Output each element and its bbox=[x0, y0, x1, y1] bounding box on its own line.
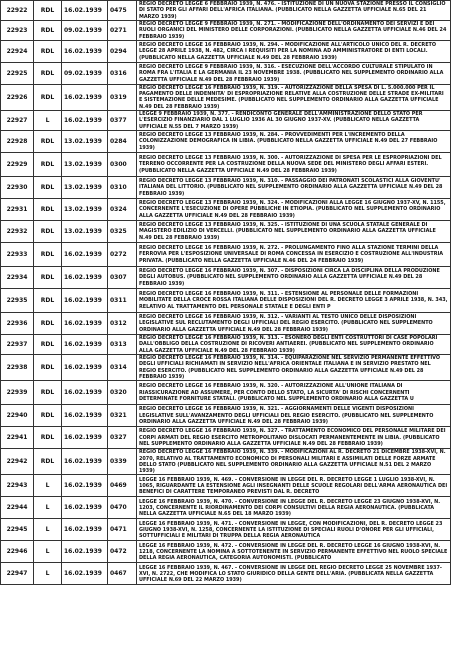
record-text: REGIO DECRETO LEGGE 16 FEBBRAIO 1939, N. 327. - TRATTAMENTO ECONOMICO DEL PERSONALE MILITARE DEI CORPI ARMATI DEL REGIO ESERCITO METROPOLITANO DISLOCATI PERMANENTEMENTE IN LIBIA. (PUBBLICATO NEL SUPPLEMENTO ORDINARIO ALLA GAZZETTA UFFICIALE N.49 DEL 28 FEBBRAIO 1939) bbox=[137, 427, 451, 449]
record-date: 13.02.1939 bbox=[62, 221, 108, 243]
record-id: 22931 bbox=[1, 199, 34, 221]
table-row bbox=[1, 497, 451, 519]
record-date: 16.02.1939 bbox=[62, 541, 108, 563]
record-number: 0294 bbox=[108, 40, 137, 62]
table-row bbox=[1, 243, 451, 267]
record-type: RDL bbox=[34, 289, 62, 313]
table-body bbox=[1, 1, 451, 585]
record-type: RDL bbox=[34, 381, 62, 405]
record-number: 0321 bbox=[108, 405, 137, 427]
record-id: 22936 bbox=[1, 313, 34, 335]
record-date: 16.02.1939 bbox=[62, 267, 108, 289]
record-id: 22933 bbox=[1, 243, 34, 267]
record-number: 0312 bbox=[108, 313, 137, 335]
record-text: REGIO DECRETO LEGGE 16 FEBBRAIO 1939, N. 311. - ESTENSIONE AL PERSONALE DELLE FORMAZIONI MOBILITATE DELLA CROCE ROSSA ITALIANA DELLE DISPOSIZIONI DEL R. DECRETO LEGGE 3 APRILE 1938, N. 343, RELATIVO AL TRATTAMENTO DEL PERSONALE STATALE E DEGLI ENTI P bbox=[137, 289, 451, 313]
record-date: 16.02.1939 bbox=[62, 313, 108, 335]
table-row bbox=[1, 267, 451, 289]
record-id: 22945 bbox=[1, 519, 34, 541]
record-type: RDL bbox=[34, 40, 62, 62]
record-type: RDL bbox=[34, 313, 62, 335]
record-text: REGIO DECRETO LEGGE 16 FEBBRAIO 1939, N. 294. - MODIFICAZIONE ALL'ARTICOLO UNICO DEL R. DECRETO LEGGE 28 APRILE 1938, N. 482, CIRCA I REQUISITI PER LA NOMINA AD AMMINISTRATORE DI ENTI LOCALI. (PUBBLICATO NELLA GAZZETTA UFFICIALE N.49 DEL 28 FEBBRAIO 1939) bbox=[137, 40, 451, 62]
record-type: RDL bbox=[34, 131, 62, 153]
table-row bbox=[1, 541, 451, 563]
record-date: 16.02.1939 bbox=[62, 1, 108, 21]
record-id: 22935 bbox=[1, 289, 34, 313]
record-id: 22932 bbox=[1, 221, 34, 243]
record-text: REGIO DECRETO LEGGE 16 FEBBRAIO 1939, N. 272. - PROLUNGAMENTO FINO ALLA STAZIONE TERMINI DELLA FERROVIA PER L'ESPOSIZIONE UNIVERSALE DI ROMA CONCESSA IN ESERCIZIO E COSTRUZIONE ALL'INDUSTRIA PRIVATA. (PUBBLICATO NELLA GAZZETTA UFFICIALE N.46 DEL 24 FEBBRAIO 1939) bbox=[137, 243, 451, 267]
record-number: 0313 bbox=[108, 335, 137, 355]
record-number: 0271 bbox=[108, 20, 137, 40]
record-date: 16.02.1939 bbox=[62, 84, 108, 110]
table-row bbox=[1, 221, 451, 243]
record-text: REGIO DECRETO LEGGE 13 FEBBRAIO 1939, N. 325. - ISTITUZIONE DI UNA SCUOLA STATALE GENERALE DI MAGISTERO EDILIZIO DI VERCELLI. (PUBBLICATO NEL SUPPLEMENTO ORDINARIO ALLA GAZZETTA UFFICIALE N.49 DEL 28 FEBBRAIO 1939) bbox=[137, 221, 451, 243]
record-type: L bbox=[34, 563, 62, 585]
record-type: L bbox=[34, 519, 62, 541]
record-date: 16.02.1939 bbox=[62, 111, 108, 131]
record-type: L bbox=[34, 541, 62, 563]
record-number: 0319 bbox=[108, 84, 137, 110]
record-number: 0471 bbox=[108, 519, 137, 541]
record-text: LEGGE 16 FEBBRAIO 1939, N. 470. - CONVERSIONE IN LEGGE DEL R. DECRETO LEGGE 23 GIUGNO 1938-XVI, N. 1203, CONCERNENTE IL RIORDINAMENTO DEI CORPI CONSULTIVI DELLA REGIA AERONAUTICA. (PUBBLICATA NELLA GAZZETTA UFFICIALE N.65 DEL 18 MARZO 1939) bbox=[137, 497, 451, 519]
record-text: LEGGE 16 FEBBRAIO 1939, N. 471. - CONVERSIONE IN LEGGE, CON MODIFICAZIONI, DEL R. DECRETO LEGGE 23 GIUGNO 1938-XVI, N. 1258, CONCERNENTE LA ISTITUZIONE DI SPECIALI RUOLI D'ONORE PER GLI UFFICIALI, SOTTUFFICIALI E MILITARI DI TRUPPA DELLA REGIA AERONAUTICA bbox=[137, 519, 451, 541]
record-id: 22947 bbox=[1, 563, 34, 585]
record-type: RDL bbox=[34, 20, 62, 40]
table-row bbox=[1, 199, 451, 221]
table-row bbox=[1, 131, 451, 153]
record-type: RDL bbox=[34, 177, 62, 199]
record-text: REGIO DECRETO LEGGE 16 FEBBRAIO 1939, N. 339. - MODIFICAZIONI AL R. DECRETO 21 DICEMBRE 1938-XVI, N. 2070, RELATIVO AL TRATTAMENTO ECONOMICO DI PERSONALI MILITARI E ASSIMILATI DELLE FORZE ARMATE DELLO STATO (PUBBLICATO NEL SUPPLEMENTO ORDINARIO ALLA GAZZETTA UFFICIALE N.51 DEL 2 MARZO 1939) bbox=[137, 449, 451, 475]
record-number: 0314 bbox=[108, 355, 137, 381]
record-id: 22940 bbox=[1, 405, 34, 427]
table-row bbox=[1, 427, 451, 449]
record-type: RDL bbox=[34, 153, 62, 177]
record-number: 0325 bbox=[108, 221, 137, 243]
record-number: 0300 bbox=[108, 153, 137, 177]
record-text: REGIO DECRETO LEGGE 6 FEBBRAIO 1939, N. 476. - ISTITUZIONE DI UN NUOVA STAZIONE PRESSO IL CONSIGLIO DI STATO PER GLI AFFARI DELL'AFRICA ITALIANA. (PUBBLICATO NELLA GAZZETTA UFFICIALE N.65 DEL 21 MARZO 1939) bbox=[137, 1, 451, 21]
table-row bbox=[1, 381, 451, 405]
record-text: LEGGE 16 FEBBRAIO 1939, N. 467. - CONVERSIONE IN LEGGE DEL REGIO DECRETO LEGGE 25 NOVEMBRE 1937-XVI, N. 2722, CHE MODIFICA LO STATO GIURIDICO DELLA GENTE DELL'ARIA. (PUBBLICATA NELLA GAZZETTA UFFICIALE N.69 DEL 22 MARZO 1939) bbox=[137, 563, 451, 585]
record-number: 0327 bbox=[108, 427, 137, 449]
record-id: 22923 bbox=[1, 20, 34, 40]
record-number: 0311 bbox=[108, 289, 137, 313]
record-id: 22943 bbox=[1, 475, 34, 497]
record-number: 0475 bbox=[108, 1, 137, 21]
table-row bbox=[1, 405, 451, 427]
table-row bbox=[1, 289, 451, 313]
record-date: 16.02.1939 bbox=[62, 243, 108, 267]
table-row bbox=[1, 177, 451, 199]
record-number: 0320 bbox=[108, 381, 137, 405]
record-number: 0272 bbox=[108, 243, 137, 267]
record-number: 0316 bbox=[108, 62, 137, 84]
record-id: 22930 bbox=[1, 177, 34, 199]
record-text: REGIO DECRETO LEGGE 16 FEBBRAIO 1939, N. 321. - AGGIORNAMENTI DELLE VIGENTI DISPOSIZIONI LEGISLATIVE SULL'AVANZAMENTO DEGLI UFFICIALI DEL REGIO ESERCITO. (PUBBLICATO NEL SUPPLEMENTO ORDINARIO ALLA GAZZETTA UFFICIALE N.49 DEL 28 FEBBRAIO 1939) bbox=[137, 405, 451, 427]
record-date: 16.02.1939 bbox=[62, 449, 108, 475]
record-date: 16.02.1939 bbox=[62, 563, 108, 585]
record-id: 22944 bbox=[1, 497, 34, 519]
record-date: 13.02.1939 bbox=[62, 199, 108, 221]
record-date: 13.02.1939 bbox=[62, 177, 108, 199]
record-number: 0324 bbox=[108, 199, 137, 221]
record-type: RDL bbox=[34, 427, 62, 449]
table-row bbox=[1, 355, 451, 381]
table-row bbox=[1, 563, 451, 585]
record-date: 13.02.1939 bbox=[62, 131, 108, 153]
record-number: 0310 bbox=[108, 177, 137, 199]
record-id: 22922 bbox=[1, 1, 34, 21]
table-row bbox=[1, 313, 451, 335]
record-id: 22934 bbox=[1, 267, 34, 289]
record-date: 16.02.1939 bbox=[62, 475, 108, 497]
record-text: REGIO DECRETO LEGGE 13 FEBBRAIO 1939, N. 324. - MODIFICAZIONI ALLA LEGGE 16 GIUGNO 1937-XV, N. 1155, CONCERNENTE L'ESECUZIONE DI OPERE PUBBLICHE IN ETIOPIA. (PUBBLICATO NEL SUPPLEMENTO ORDINARIO ALLA GAZZETTA UFFICIALE N.49 DEL 28 FEBBRAIO 1939) bbox=[137, 199, 451, 221]
record-type: RDL bbox=[34, 84, 62, 110]
record-number: 0472 bbox=[108, 541, 137, 563]
record-date: 16.02.1939 bbox=[62, 355, 108, 381]
record-number: 0470 bbox=[108, 497, 137, 519]
record-date: 16.02.1939 bbox=[62, 381, 108, 405]
record-number: 0377 bbox=[108, 111, 137, 131]
table-row bbox=[1, 84, 451, 110]
record-id: 22941 bbox=[1, 427, 34, 449]
record-type: RDL bbox=[34, 267, 62, 289]
record-text: REGIO DECRETO LEGGE 13 FEBBRAIO 1939, N. 310. - PASSAGGIO DEI PATRONATI SCOLASTICI ALLA GIOVENTU' ITALIANA DEL LITTORIO. (PUBBLICATO NEL SUPPLEMENTO ORDINARIO ALLA GAZZETTA UFFICIALE N.49 DEL 28 FEBBRAIO 1939) bbox=[137, 177, 451, 199]
record-type: RDL bbox=[34, 449, 62, 475]
record-id: 22942 bbox=[1, 449, 34, 475]
record-id: 22946 bbox=[1, 541, 34, 563]
record-text: REGIO DECRETO LEGGE 16 FEBBRAIO 1939, N. 319. - AUTORIZZAZIONE DELLA SPESA DI L. 5.000.000 PER IL PAGAMENTO DELLE INDENNITA' DI ESPROPRIAZIONE RELATIVE ALLA COSTRUZIONE DELLE STRADE EX-MILITARI E SISTEMAZIONE DELLE MEDESIME. (PUBBLICATO NEL SUPPLEMENTO ORDINARIO ALLA GAZZETTA UFFICIALE N.49 DEL 28 FEBBRAIO 1939) bbox=[137, 84, 451, 110]
record-date: 16.02.1939 bbox=[62, 40, 108, 62]
record-type: RDL bbox=[34, 1, 62, 21]
record-text: REGIO DECRETO LEGGE 13 FEBBRAIO 1939, N. 300. - AUTORIZZAZIONE DI SPESA PER LE ESPROPRIAZIONI DEL TERRENO OCCORRENTE PER LA COSTRUZIONE DELLA NUOVA SEDE DEL MINISTERO DEGLI AFFARI ESTERI. (PUBBLICATO NELLA GAZZETTA UFFICIALE N.49 DEL 28 FEBBRAIO 1939) bbox=[137, 153, 451, 177]
record-text: LEGGE 16 FEBBRAIO 1939, N. 472. - CONVERSIONE IN LEGGE DEL R. DECRETO LEGGE 16 GIUGNO 1938-XVI, N. 1218, CONCERNENTE LA NOMINA A SOTTOTENENTE IN SERVIZIO PERMANENTE EFFETTIVO NEL RUOLO SPECIALE DELLA REGIA AERONAUTICA, CATEGORIA AUTONOMISTI. (PUBBLICATO bbox=[137, 541, 451, 563]
table-row bbox=[1, 20, 451, 40]
record-type: L bbox=[34, 497, 62, 519]
record-number: 0307 bbox=[108, 267, 137, 289]
record-number: 0469 bbox=[108, 475, 137, 497]
table-row bbox=[1, 62, 451, 84]
record-type: RDL bbox=[34, 405, 62, 427]
record-type: RDL bbox=[34, 221, 62, 243]
record-id: 22938 bbox=[1, 355, 34, 381]
record-id: 22926 bbox=[1, 84, 34, 110]
record-type: L bbox=[34, 111, 62, 131]
table-row bbox=[1, 111, 451, 131]
record-text: REGIO DECRETO LEGGE 9 FEBBRAIO 1939, N. 316. - ESECUZIONE DELL'ACCORDO CULTURALE STIPULATO IN ROMA FRA L'ITALIA E LA GERMANIA IL 23 NOVEMBRE 1938. (PUBBLICATO NEL SUPPLEMENTO ORDINARIO ALLA GAZZETTA UFFICIALE N.49 DEL 28 FEBBRAIO 1939) bbox=[137, 62, 451, 84]
record-date: 13.02.1939 bbox=[62, 153, 108, 177]
record-text: REGIO DECRETO LEGGE 9 FEBBRAIO 1939, N. 271. - MODIFICAZIONE DELL'ORDINAMENTO DEI SERVIZI E DEI RUOLI ORGANICI DEL MINISTERO DELLE CORPORAZIONI. (PUBBLICATO NELLA GAZZETTA UFFICIALE N.46 DEL 24 FEBBRAIO 1939) bbox=[137, 20, 451, 40]
table-row bbox=[1, 519, 451, 541]
record-date: 16.02.1939 bbox=[62, 519, 108, 541]
record-date: 16.02.1939 bbox=[62, 335, 108, 355]
record-id: 22928 bbox=[1, 131, 34, 153]
record-type: RDL bbox=[34, 335, 62, 355]
record-type: RDL bbox=[34, 199, 62, 221]
record-date: 16.02.1939 bbox=[62, 405, 108, 427]
table-row bbox=[1, 475, 451, 497]
record-id: 22925 bbox=[1, 62, 34, 84]
table-row bbox=[1, 40, 451, 62]
record-number: 0339 bbox=[108, 449, 137, 475]
record-date: 09.02.1939 bbox=[62, 20, 108, 40]
table-row bbox=[1, 335, 451, 355]
record-text: REGIO DECRETO LEGGE 13 FEBBRAIO 1939, N. 284. - PROVVEDIMENTI PER L'INCREMENTO DELLA COLONIZZAZIONE DEMOGRAFICA IN LIBIA. (PUBBLICATO NELLA GAZZETTA UFFICIALE N.49 DEL 27 FEBBRAIO 1939) bbox=[137, 131, 451, 153]
record-number: 0284 bbox=[108, 131, 137, 153]
record-date: 16.02.1939 bbox=[62, 289, 108, 313]
record-id: 22929 bbox=[1, 153, 34, 177]
table-row bbox=[1, 449, 451, 475]
record-text: REGIO DECRETO LEGGE 16 FEBBRAIO 1939, N. 313. - ESONERO DEGLI ENTI COSTRUTTORI DI CASE POPOLARI DALL'OBBLIGO DELLA COSTRUZIONE DI RICOVERI ANTIAEREI. (PUBBLICATO NEL SUPPLEMENTO ORDINARIO ALLA GAZZETTA UFFICIALE N.49 DEL 28 FEBBRAIO 1939) bbox=[137, 335, 451, 355]
record-text: REGIO DECRETO LEGGE 16 FEBBRAIO 1939, N. 320. - AUTORIZZAZIONE ALL'UNIONE ITALIANA DI RIASSICURAZIONE AD ASSUMERE, PER CONTO DELLO STATO, LA SICURTA' DI RISCHI CONCERNENTI DETERMINATE FORNITURE STATALI. (PUBBLICATO NEL SUPPLEMENTO ORDINARIO ALLA GAZZETTA U bbox=[137, 381, 451, 405]
table-row bbox=[1, 1, 451, 21]
record-date: 16.02.1939 bbox=[62, 427, 108, 449]
record-type: RDL bbox=[34, 243, 62, 267]
record-id: 22924 bbox=[1, 40, 34, 62]
record-date: 16.02.1939 bbox=[62, 497, 108, 519]
record-text: REGIO DECRETO LEGGE 16 FEBBRAIO 1939, N. 314. - EQUIPARAZIONE NEL SERVIZIO PERMANENTE EFFETTIVO DEGLI UFFICIALI RICHIAMATI IN SERVIZIO NELL'AFRICA ORIENTALE ITALIANA E IN SERVIZIO PRESTATO NEL REGIO ESERCITO. (PUBBLICATO NEL SUPPLEMENTO ORDINARIO ALLA GAZZETTA UFFICIALE N.49 DEL 28 FEBBRAIO 1939) bbox=[137, 355, 451, 381]
record-number: 0467 bbox=[108, 563, 137, 585]
record-text: LEGGE 16 FEBBRAIO 1939, N. 469. - CONVERSIONE IN LEGGE DEL R. DECRETO LEGGE 1 LUGLIO 1938-XVI, N. 1065, RIGUARDANTE LA ESTENSIONE AGLI INSEGNANTI DELLE SCUOLE REGOLARI DELL'ARMA AERONAUTICA DEI BENEFICI DI CARATTERE TEMPORANEO PREVISTI DAL R. DECRETO bbox=[137, 475, 451, 497]
record-id: 22937 bbox=[1, 335, 34, 355]
record-id: 22939 bbox=[1, 381, 34, 405]
record-type: RDL bbox=[34, 62, 62, 84]
record-text: REGIO DECRETO LEGGE 16 FEBBRAIO 1939, N. 307. - DISPOSIZIONI CIRCA LA DISCIPLINA DELLA PRODUZIONE DEGLI AUTOBUS. (PUBBLICATO NEL SUPPLEMENTO ORDINARIO ALLA GAZZETTA UFFICIALE N.49 DEL 28 FEBBRAIO 1939) bbox=[137, 267, 451, 289]
table-row bbox=[1, 153, 451, 177]
record-date: 09.02.1939 bbox=[62, 62, 108, 84]
record-id: 22927 bbox=[1, 111, 34, 131]
record-type: RDL bbox=[34, 355, 62, 381]
record-text: REGIO DECRETO LEGGE 16 FEBBRAIO 1939, N. 312. - VARIANTI AL TESTO UNICO DELLE DISPOSIZIONI LEGISLATIVE SUL RECLUTAMENTO DEGLI UFFICIALI DEL REGIO ESERCITO. (PUBBLICATO NEL SUPPLEMENTO ORDINARIO ALLA GAZZETTA UFFICIALE N.49 DEL 28 FEBBRAIO 1939) bbox=[137, 313, 451, 335]
record-text: LEGGE 9 FEBBRAIO 1939, N. 377. - RENDICONTO GENERALE DELL'AMMINISTRAZIONE DELLO STATO PER L'ESERCIZIO FINANZIARIO DAL 1 LUGLIO 1936 AL 30 GIUGNO 1937-XV. (PUBBLICATO NELLA GAZZETTA UFFICIALE N.55 DEL 7 MARZO 1939) bbox=[137, 111, 451, 131]
record-type: L bbox=[34, 475, 62, 497]
